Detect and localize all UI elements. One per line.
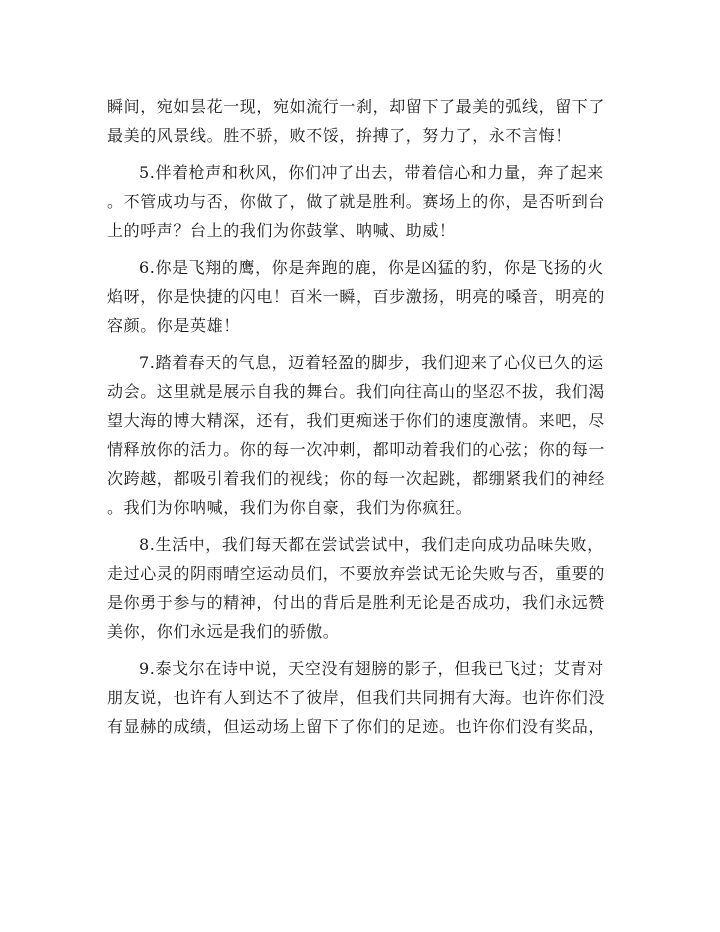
text-line: 7.踏着春天的气息，迈着轻盈的脚步，我们迎来了心仪已久的运 — [139, 353, 604, 372]
text-line: 美你，你们永远是我们的骄傲。 — [107, 622, 340, 641]
text-line: 情释放你的活力。你的每一次冲刺，都叩动着我们的心弦；你的每一 — [107, 440, 606, 459]
text-line: 望大海的博大精深，还有，我们更痴迷于你们的速度激情。来吧，尽 — [107, 411, 606, 430]
paragraph-continuation — [107, 92, 610, 150]
text-line: 是你勇于参与的精神，付出的背后是胜利无论是否成功，我们永远赞 — [107, 593, 606, 612]
text-line: 容颜。你是英雄！ — [107, 316, 240, 335]
paragraph-item-5 — [107, 158, 610, 245]
text-line: 瞬间，宛如昙花一现，宛如流行一刹，却留下了最美的弧线，留下了 — [107, 97, 606, 116]
text-line: 5.伴着枪声和秋风，你们冲了出去，带着信心和力量，奔了起来 — [139, 163, 604, 182]
text-line: 8.生活中，我们每天都在尝试尝试中，我们走向成功品味失败， — [139, 535, 604, 554]
text-line: 焰呀，你是快捷的闪电！百米一瞬，百步激扬，明亮的嗓音，明亮的 — [107, 287, 606, 306]
text-line: 走过心灵的阴雨晴空运动员们，不要放弃尝试无论失败与否，重要的 — [107, 564, 606, 583]
text-line: 。不管成功与否，你做了，做了就是胜利。赛场上的你，是否听到台 — [107, 192, 606, 211]
text-line: 有显赫的成绩，但运动场上留下了你们的足迹。也许你们没有奖品， — [107, 717, 606, 736]
text-line: 。我们为你呐喊，我们为你自豪，我们为你疯狂。 — [107, 498, 473, 517]
text-line: 次跨越，都吸引着我们的视线；你的每一次起跳，都绷紧我们的神经 — [107, 469, 606, 488]
text-line: 6.你是飞翔的鹰，你是奔跑的鹿，你是凶猛的豹，你是飞扬的火 — [139, 258, 604, 277]
paragraph-item-9 — [107, 654, 610, 741]
text-line: 朋友说，也许有人到达不了彼岸，但我们共同拥有大海。也许你们没 — [107, 688, 606, 707]
text-line: 最美的风景线。胜不骄，败不馁，拚搏了，努力了，永不言悔！ — [107, 126, 572, 145]
text-line: 上的呼声？台上的我们为你鼓掌、呐喊、助威！ — [107, 221, 456, 240]
document-body — [107, 92, 610, 749]
paragraph-item-7 — [107, 348, 610, 522]
text-line: 9.泰戈尔在诗中说，天空没有翅膀的影子，但我已飞过；艾青对 — [139, 659, 604, 678]
text-line: 动会。这里就是展示自我的舞台。我们向往高山的坚忍不拔，我们渴 — [107, 382, 606, 401]
paragraph-item-8 — [107, 530, 610, 646]
paragraph-item-6 — [107, 253, 610, 340]
